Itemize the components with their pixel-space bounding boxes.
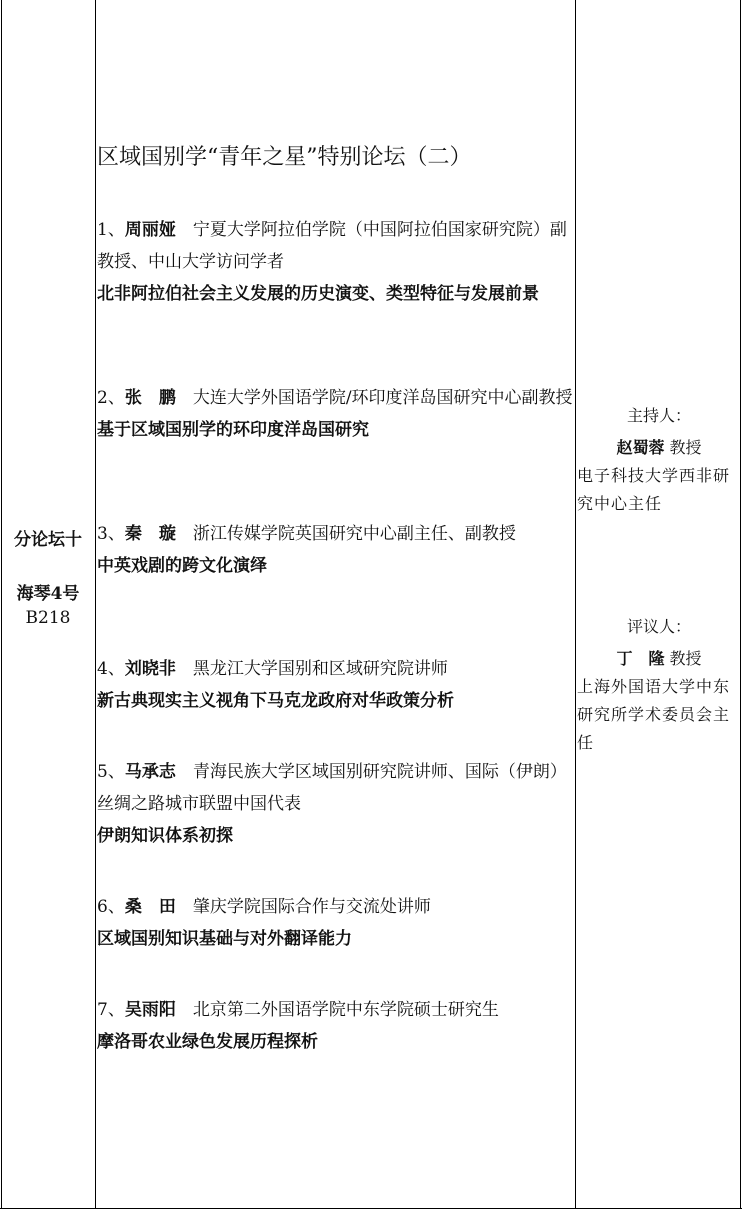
session-name: 分论坛十 <box>14 530 82 550</box>
talk-speaker: 桑 田 <box>124 897 176 917</box>
session-cell <box>2 528 94 630</box>
talk-speaker: 马承志 <box>124 762 176 782</box>
talk-topic: 北非阿拉伯社会主义发展的历史演变、类型特征与发展前景 <box>97 284 539 304</box>
talk-item <box>97 518 575 582</box>
commentator-org: 上海外国语大学中东研究所学术委员会主任 <box>577 677 731 752</box>
talk-topic: 伊朗知识体系初探 <box>97 826 233 846</box>
talk-number: 5、 <box>97 762 125 782</box>
talk-affiliation: 青海民族大学区域国别研究院讲师、国际（伊朗）丝绸之路城市联盟中国代表 <box>97 762 567 814</box>
host-org: 电子科技大学西非研究中心主任 <box>577 466 731 513</box>
talk-topic: 中英戏剧的跨文化演绎 <box>97 556 267 576</box>
host-label: 主持人： <box>626 406 691 425</box>
talk-topic: 摩洛哥农业绿色发展历程探析 <box>97 1032 318 1052</box>
talk-number: 1、 <box>97 220 125 240</box>
talk-speaker: 秦 璇 <box>124 524 176 544</box>
talk-affiliation: 北京第二外国语学院中东学院硕士研究生 <box>192 1000 499 1020</box>
talk-speaker: 吴雨阳 <box>124 1000 176 1020</box>
talk-speaker: 周丽娅 <box>124 220 176 240</box>
talk-number: 2、 <box>97 388 125 408</box>
forum-title: 区域国别学“青年之星”特别论坛（二） <box>97 145 472 170</box>
commentator-block <box>577 613 741 757</box>
talk-number: 4、 <box>97 659 125 679</box>
talk-item <box>97 382 575 446</box>
talk-topic: 区域国别知识基础与对外翻译能力 <box>97 929 352 949</box>
host-title: 教授 <box>669 438 702 457</box>
table-border-col1 <box>95 0 96 1209</box>
talk-speaker: 张 鹏 <box>124 388 176 408</box>
talk-number: 7、 <box>97 1000 125 1020</box>
talk-topic: 新古典现实主义视角下马克龙政府对华政策分析 <box>97 691 454 711</box>
table-border-col2 <box>575 0 576 1209</box>
talk-affiliation: 浙江传媒学院英国研究中心副主任、副教授 <box>192 524 516 544</box>
talk-affiliation: 肇庆学院国际合作与交流处讲师 <box>192 897 431 917</box>
talk-item <box>97 653 575 717</box>
talk-affiliation: 黑龙江大学国别和区域研究院讲师 <box>192 659 448 679</box>
talk-speaker: 刘晓非 <box>124 659 176 679</box>
host-block <box>577 402 741 518</box>
talk-affiliation: 宁夏大学阿拉伯学院（中国阿拉伯国家研究院）副教授、中山大学访问学者 <box>97 220 567 272</box>
session-room: 海琴4号 <box>16 584 80 604</box>
commentator-name: 丁 隆 <box>616 649 665 668</box>
talk-number: 6、 <box>97 897 125 917</box>
talk-item <box>97 756 575 852</box>
commentator-title: 教授 <box>669 649 702 668</box>
talk-number: 3、 <box>97 524 125 544</box>
talk-affiliation: 大连大学外国语学院/环印度洋岛国研究中心副教授 <box>192 388 573 408</box>
talk-item <box>97 891 575 955</box>
talk-item <box>97 994 575 1058</box>
table-border-right <box>740 0 741 1209</box>
commentator-label: 评议人： <box>626 617 691 636</box>
talk-item <box>97 214 575 310</box>
session-room-code: B218 <box>25 608 71 628</box>
talk-topic: 基于区域国别学的环印度洋岛国研究 <box>97 420 369 440</box>
host-name: 赵蜀蓉 <box>616 438 665 457</box>
